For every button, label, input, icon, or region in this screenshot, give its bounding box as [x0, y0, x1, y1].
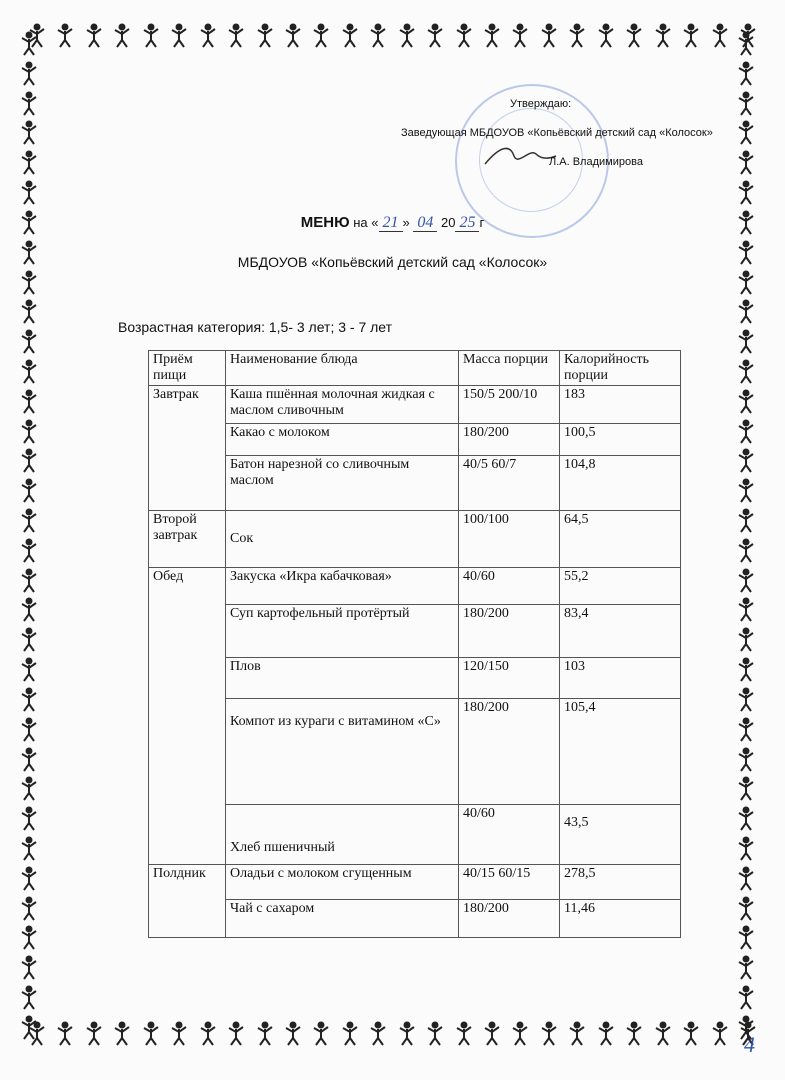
mass-cell: 100/100	[459, 511, 560, 568]
figurine-icon	[538, 22, 560, 62]
figurine-icon	[735, 596, 775, 622]
figurine-icon	[735, 119, 775, 145]
on-word: на	[353, 215, 368, 230]
kcal-cell: 100,5	[560, 424, 681, 456]
border-top	[0, 22, 785, 62]
figurine-icon	[310, 22, 332, 62]
mass-cell: 180/200	[459, 900, 560, 938]
figurine-icon	[735, 298, 775, 324]
dish-cell: Каша пшённая молочная жидкая с маслом сливочным	[226, 386, 459, 424]
figurine-icon	[168, 22, 190, 62]
page-number: 4	[744, 1032, 755, 1057]
figurine-icon	[735, 835, 775, 861]
figurine-icon	[424, 1020, 446, 1060]
figurine-icon	[18, 954, 58, 980]
figurine-icon	[735, 686, 775, 712]
kcal-cell: 104,8	[560, 456, 681, 511]
figurine-icon	[735, 567, 775, 593]
figurine-icon	[282, 22, 304, 62]
figurine-icon	[566, 22, 588, 62]
border-bottom	[0, 1020, 785, 1060]
figurine-icon	[735, 507, 775, 533]
figurine-icon	[735, 895, 775, 921]
figurine-icon	[18, 865, 58, 891]
table-row	[149, 511, 681, 568]
figurine-icon	[595, 1020, 617, 1060]
figurine-icon	[735, 418, 775, 444]
figurine-icon	[339, 1020, 361, 1060]
figurine-icon	[18, 90, 58, 116]
figurine-icon	[197, 1020, 219, 1060]
figurine-icon	[396, 1020, 418, 1060]
figurine-icon	[735, 656, 775, 682]
figurine-icon	[735, 865, 775, 891]
figurine-icon	[680, 1020, 702, 1060]
table-row	[149, 424, 681, 456]
figurine-icon	[111, 22, 133, 62]
figurine-icon	[18, 686, 58, 712]
figurine-icon	[735, 30, 775, 56]
figurine-icon	[197, 22, 219, 62]
figurine-icon	[367, 22, 389, 62]
border-left	[18, 30, 58, 1040]
figurine-icon	[111, 1020, 133, 1060]
figurine-icon	[735, 984, 775, 1010]
figurine-icon	[83, 22, 105, 62]
border-right	[735, 30, 775, 1040]
menu-table	[148, 350, 681, 938]
figurine-icon	[735, 269, 775, 295]
kcal-cell: 278,5	[560, 865, 681, 900]
figurine-icon	[509, 1020, 531, 1060]
header-kcal: Калорийность порции	[560, 351, 681, 386]
mass-cell: 120/150	[459, 658, 560, 699]
figurine-icon	[652, 22, 674, 62]
table-row	[149, 456, 681, 511]
figurine-icon	[18, 119, 58, 145]
table-row	[149, 386, 681, 424]
figurine-icon	[140, 1020, 162, 1060]
figurine-icon	[735, 328, 775, 354]
meal-snack: Полдник	[149, 865, 226, 938]
approval-label: Утверждаю:	[510, 98, 572, 110]
figurine-icon	[18, 835, 58, 861]
figurine-icon	[735, 805, 775, 831]
figurine-icon	[709, 22, 731, 62]
figurine-icon	[623, 1020, 645, 1060]
figurine-icon	[18, 298, 58, 324]
figurine-icon	[225, 22, 247, 62]
table-row	[149, 865, 681, 900]
figurine-icon	[735, 746, 775, 772]
figurine-icon	[735, 477, 775, 503]
figurine-icon	[509, 22, 531, 62]
figurine-icon	[18, 269, 58, 295]
figurine-icon	[481, 1020, 503, 1060]
dish-cell: Компот из кураги с витамином «С»	[226, 699, 459, 805]
figurine-icon	[453, 22, 475, 62]
figurine-icon	[735, 179, 775, 205]
figurine-icon	[735, 924, 775, 950]
day-value: 21	[379, 214, 403, 232]
figurine-icon	[18, 179, 58, 205]
figurine-icon	[735, 358, 775, 384]
figurine-icon	[424, 22, 446, 62]
figurine-icon	[18, 328, 58, 354]
mass-cell: 40/15 60/15	[459, 865, 560, 900]
figurine-icon	[623, 22, 645, 62]
meal-breakfast: Завтрак	[149, 386, 226, 511]
figurine-icon	[453, 1020, 475, 1060]
figurine-icon	[339, 22, 361, 62]
table-row	[149, 900, 681, 938]
figurine-icon	[282, 1020, 304, 1060]
page-title: МЕНЮ на « 21 » 04 20 25 г	[300, 214, 485, 231]
kcal-cell: 103	[560, 658, 681, 699]
header-mass: Масса порции	[459, 351, 560, 386]
figurine-icon	[735, 90, 775, 116]
dish-cell: Оладьи с молоком сгущенным	[226, 865, 459, 900]
year-value: 25	[455, 214, 479, 232]
figurine-icon	[735, 388, 775, 414]
signature	[480, 140, 560, 170]
kcal-cell: 64,5	[560, 511, 681, 568]
figurine-icon	[735, 447, 775, 473]
figurine-icon	[18, 507, 58, 533]
figurine-icon	[735, 775, 775, 801]
figurine-icon	[595, 22, 617, 62]
month-value: 04	[413, 214, 437, 232]
mass-cell: 40/60	[459, 805, 560, 865]
figurine-icon	[735, 716, 775, 742]
figurine-icon	[735, 954, 775, 980]
figurine-icon	[18, 567, 58, 593]
figurine-icon	[18, 60, 58, 86]
dish-cell: Сок	[226, 511, 459, 568]
figurine-icon	[735, 149, 775, 175]
figurine-icon	[396, 22, 418, 62]
figurine-icon	[83, 1020, 105, 1060]
figurine-icon	[18, 447, 58, 473]
header-meal: Приём пищи	[149, 351, 226, 386]
figurine-icon	[18, 596, 58, 622]
mass-cell: 180/200	[459, 424, 560, 456]
figurine-icon	[566, 1020, 588, 1060]
figurine-icon	[225, 1020, 247, 1060]
figurine-icon	[652, 1020, 674, 1060]
figurine-icon	[254, 22, 276, 62]
organization-name: МБДОУОВ «Копьёвский детский сад «Колосок»	[237, 254, 548, 270]
signer-name: Л.А. Владимирова	[549, 156, 643, 168]
mass-cell: 40/5 60/7	[459, 456, 560, 511]
kcal-cell: 55,2	[560, 568, 681, 605]
figurine-icon	[18, 895, 58, 921]
menu-word: МЕНЮ	[300, 214, 350, 231]
figurine-icon	[18, 775, 58, 801]
kcal-cell: 43,5	[560, 805, 681, 865]
table-row	[149, 699, 681, 805]
figurine-icon	[735, 626, 775, 652]
kcal-cell: 83,4	[560, 605, 681, 658]
figurine-icon	[18, 418, 58, 444]
age-category: Возрастная категория: 1,5- 3 лет; 3 - 7 лет	[118, 319, 393, 335]
figurine-icon	[735, 60, 775, 86]
figurine-icon	[709, 1020, 731, 1060]
dish-cell: Чай с сахаром	[226, 900, 459, 938]
table-row	[149, 568, 681, 605]
header-dish: Наименование блюда	[226, 351, 459, 386]
figurine-icon	[18, 1014, 58, 1040]
figurine-icon	[18, 388, 58, 414]
kcal-cell: 183	[560, 386, 681, 424]
dish-cell: Закуска «Икра кабачковая»	[226, 568, 459, 605]
figurine-icon	[140, 22, 162, 62]
approval-position: Заведующая МБДОУОВ «Копьёвский детский сад «Колосок»	[401, 127, 713, 139]
dish-cell: Хлеб пшеничный	[226, 805, 459, 865]
figurine-icon	[18, 656, 58, 682]
figurine-icon	[168, 1020, 190, 1060]
figurine-icon	[254, 1020, 276, 1060]
mass-cell: 180/200	[459, 699, 560, 805]
table-row	[149, 605, 681, 658]
figurine-icon	[735, 1014, 775, 1040]
mass-cell: 180/200	[459, 605, 560, 658]
dish-cell: Батон нарезной со сливочным маслом	[226, 456, 459, 511]
figurine-icon	[538, 1020, 560, 1060]
meal-lunch: Обед	[149, 568, 226, 865]
dish-cell: Суп картофельный протёртый	[226, 605, 459, 658]
dish-cell: Какао с молоком	[226, 424, 459, 456]
figurine-icon	[18, 924, 58, 950]
figurine-icon	[18, 984, 58, 1010]
figurine-icon	[18, 626, 58, 652]
table-row	[149, 658, 681, 699]
table-header	[149, 351, 681, 386]
figurine-icon	[18, 746, 58, 772]
figurine-icon	[18, 716, 58, 742]
figurine-icon	[680, 22, 702, 62]
figurine-icon	[18, 149, 58, 175]
figurine-icon	[18, 805, 58, 831]
dish-cell: Плов	[226, 658, 459, 699]
figurine-icon	[310, 1020, 332, 1060]
mass-cell: 40/60	[459, 568, 560, 605]
figurine-icon	[18, 358, 58, 384]
figurine-icon	[18, 30, 58, 56]
figurine-icon	[735, 537, 775, 563]
year-suffix: г	[479, 215, 485, 230]
kcal-cell: 105,4	[560, 699, 681, 805]
table-row	[149, 805, 681, 865]
kcal-cell: 11,46	[560, 900, 681, 938]
mass-cell: 150/5 200/10	[459, 386, 560, 424]
figurine-icon	[481, 22, 503, 62]
figurine-icon	[18, 477, 58, 503]
figurine-icon	[18, 537, 58, 563]
figurine-icon	[367, 1020, 389, 1060]
meal-second-breakfast: Второй завтрак	[149, 511, 226, 568]
year-prefix: 20	[440, 215, 456, 230]
